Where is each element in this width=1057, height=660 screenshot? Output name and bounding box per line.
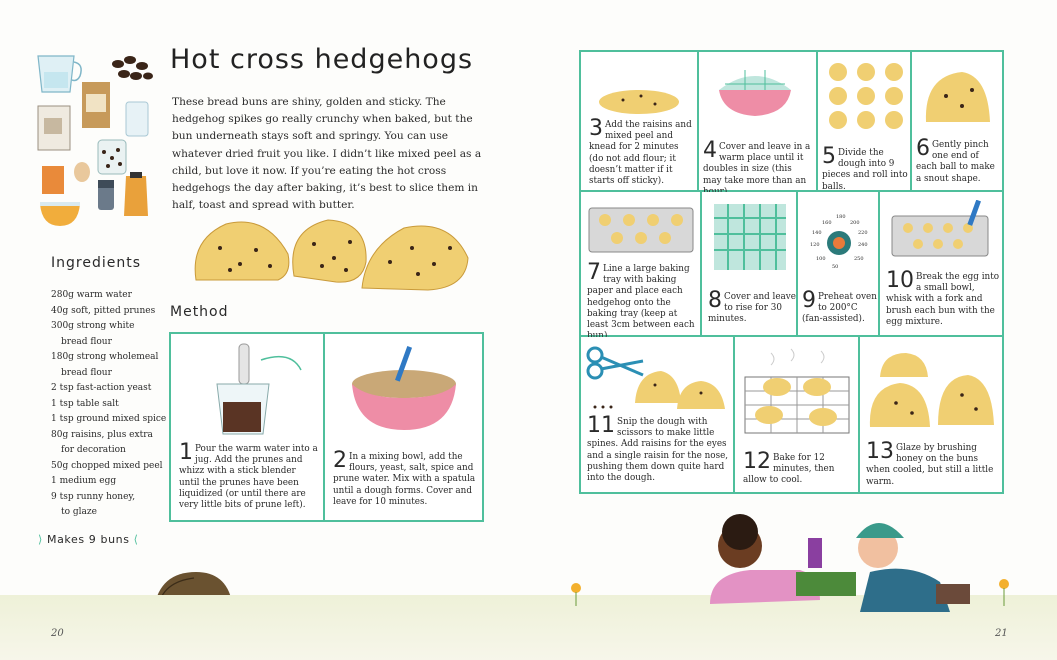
ingredient-item: 280g warm water — [51, 290, 132, 300]
step-panel-13 — [860, 337, 1002, 492]
ingredients-list — [51, 288, 169, 521]
step-text: Add the raisins and mixed peel and knead for 2 minutes (do not add flour; it doesn’t matter if it starts off sticky). — [589, 120, 692, 187]
step-panel-3 — [581, 52, 699, 192]
step-3 — [589, 116, 695, 187]
step-number: 9 — [802, 288, 816, 313]
step-number: 6 — [916, 136, 930, 161]
step-number: 11 — [587, 413, 615, 438]
intro-text: These bread buns are shiny, golden and sticky. The hedgehog spikes go really crunchy when baked, but the bun underneath stays soft and springy. You can use whatever dried fruit you like. I didn’t like mixed peel as a child, but love it now. If you’re eating the hot cross hedgehogs the day after baking, it’s best to slice them in half, toast and spread with butter. — [172, 96, 482, 212]
egg-wash-tray-icon — [890, 200, 994, 260]
step-text: Snip the dough with scissors to make little spines. Add raisins for the eyes and a single raisin for the nose, pushing them down quite hard into the dough. — [587, 417, 729, 484]
step-number: 3 — [589, 116, 603, 141]
yeast-packet-icon — [42, 166, 64, 194]
step-text: Pour the warm water into a jug. Add the prunes and whizz with a stick blender until the prunes have been liquidized (or until there are very little bits of prune left). — [179, 444, 318, 511]
oven-dial — [808, 212, 870, 274]
raisins-jar-icon — [98, 140, 126, 174]
flower-icon — [999, 579, 1009, 589]
dial-tick: 240 — [858, 242, 868, 248]
hedgehog-bun-icon — [293, 220, 366, 282]
step-panel-10 — [880, 192, 1002, 337]
step-panel-9 — [798, 192, 880, 337]
dough-balls-icon — [824, 60, 908, 132]
step-8 — [708, 288, 796, 326]
step-text: Break the egg into a small bowl, whisk with a fork and brush each bun with the egg mixture. — [886, 272, 1000, 327]
step-text: Glaze by brushing honey on the buns when cooled, but still a little warm. — [866, 443, 994, 487]
step-13 — [866, 439, 1000, 488]
baking-tray-icon — [587, 204, 695, 256]
step-text: Gently pinch one end of each ball to make a snout shape. — [916, 140, 995, 184]
step-text: Cover and leave to rise for 30 minutes. — [708, 292, 796, 325]
step-number: 1 — [179, 440, 193, 465]
step-text: In a mixing bowl, add the flours, yeast, salt, spice and prune water. Mix with a spatula until a dough forms. Cover and leave for 10 minutes. — [333, 452, 476, 507]
glazed-buns-icon — [866, 347, 996, 431]
dial-tick: 220 — [858, 230, 868, 236]
sparkle-right-icon: ⟨ — [129, 533, 139, 546]
spice-jar-icon — [98, 180, 114, 210]
step-number: 7 — [587, 260, 601, 285]
step-panel-7 — [581, 192, 702, 337]
dial-tick: 120 — [810, 242, 820, 248]
measuring-jug-icon — [38, 56, 81, 92]
step-number: 12 — [743, 449, 771, 474]
step-11 — [587, 413, 733, 484]
dial-tick: 100 — [816, 256, 826, 262]
ingredient-item: 1 tsp table salt — [51, 398, 119, 409]
hero-hedgehogs-illustration — [190, 212, 472, 294]
salt-tub-icon — [126, 102, 148, 136]
step-7 — [587, 260, 699, 342]
ingredient-item: 40g soft, pitted prunes — [51, 305, 156, 316]
flowers-decoration — [560, 578, 1040, 608]
ingredients-illustration — [30, 48, 160, 238]
dial-tick: 250 — [854, 256, 864, 262]
dial-tick: 180 — [836, 214, 846, 220]
mixed-peel-bowl-icon — [40, 202, 80, 226]
method-heading: Method — [170, 304, 229, 320]
page-number-right: 21 — [995, 628, 1008, 639]
step-6 — [916, 136, 1000, 185]
step-number: 2 — [333, 448, 347, 473]
hedgehog-bun-icon — [362, 226, 468, 290]
step-panel-2 — [323, 332, 484, 522]
ingredient-item: 300g strong white bread flour — [51, 321, 135, 347]
step-text: Line a large baking tray with baking paper and place each hedgehog onto the baking tray (keep at least 3cm between each — [587, 264, 695, 331]
snout-bun-icon — [922, 66, 992, 128]
ingredient-item: 1 medium egg — [51, 476, 117, 486]
dial-tick: 160 — [822, 220, 832, 226]
covered-bowl-icon — [715, 64, 795, 122]
step-panel-11 — [581, 337, 735, 492]
step-text: Divide the dough into 9 pieces and roll into balls. — [822, 148, 908, 192]
prunes-icon — [112, 56, 153, 80]
step-number: 8 — [708, 288, 722, 313]
scissors-hedgehogs-icon — [583, 341, 733, 413]
egg-icon — [74, 162, 90, 182]
hedgehog-bun-icon — [195, 222, 289, 280]
step-1 — [179, 440, 319, 511]
step-text: Cover and leave in a warm place until it doubles in size (this may take more than an — [703, 142, 811, 186]
step-9 — [802, 288, 878, 326]
dial-tick: 200 — [850, 220, 860, 226]
dial-tick: 50 — [832, 264, 839, 270]
step-number: 5 — [822, 144, 836, 169]
step-panel-5 — [818, 52, 912, 192]
step-4 — [703, 138, 813, 198]
cooling-rack-icon — [741, 345, 853, 435]
step-panel-4 — [699, 52, 818, 192]
step-number: 13 — [866, 439, 894, 464]
dial-tick: 140 — [812, 230, 822, 236]
ingredient-item: 9 tsp runny honey, to glaze — [51, 491, 136, 517]
step-5 — [822, 144, 908, 193]
sparkle-left-icon: ⟩ — [38, 533, 47, 546]
step-panel-1 — [169, 332, 325, 522]
checked-cloth-icon — [712, 202, 788, 272]
flower-icon — [571, 583, 581, 593]
step-text: Preheat oven to 200°C (fan-assisted). — [802, 292, 877, 325]
page-number-left: 20 — [51, 628, 64, 639]
step-text: Bake for 12 minutes, then allow to cool. — [743, 453, 835, 486]
honey-bottle-icon — [124, 172, 148, 216]
step-12 — [743, 449, 859, 487]
flour-bag-white-icon — [38, 106, 70, 150]
ingredient-item: 50g chopped mixed peel — [51, 460, 163, 471]
page-title: Hot cross hedgehogs — [170, 44, 474, 75]
step-10 — [886, 268, 1000, 328]
mixing-bowl-icon — [349, 344, 459, 436]
step-number: 10 — [886, 268, 914, 293]
step-panel-12 — [735, 337, 860, 492]
ingredient-item: 2 tsp fast-action yeast — [51, 383, 152, 393]
ingredient-item: 1 tsp ground mixed spice — [51, 414, 167, 424]
kneading-dough-icon — [589, 80, 689, 116]
step-2 — [333, 448, 481, 508]
flour-bag-icon — [82, 82, 110, 128]
makes-label: ⟩ Makes 9 buns ⟨ — [38, 533, 139, 546]
ingredient-item: 180g strong wholemeal bread flour — [51, 352, 159, 378]
step-panel-8 — [702, 192, 798, 337]
ingredient-item: 80g raisins, plus extra for decoration — [51, 429, 153, 455]
stick-blender-jug-icon — [201, 340, 311, 440]
step-panel-6 — [912, 52, 1002, 192]
step-number: 4 — [703, 138, 717, 163]
ingredients-heading: Ingredients — [51, 255, 141, 271]
